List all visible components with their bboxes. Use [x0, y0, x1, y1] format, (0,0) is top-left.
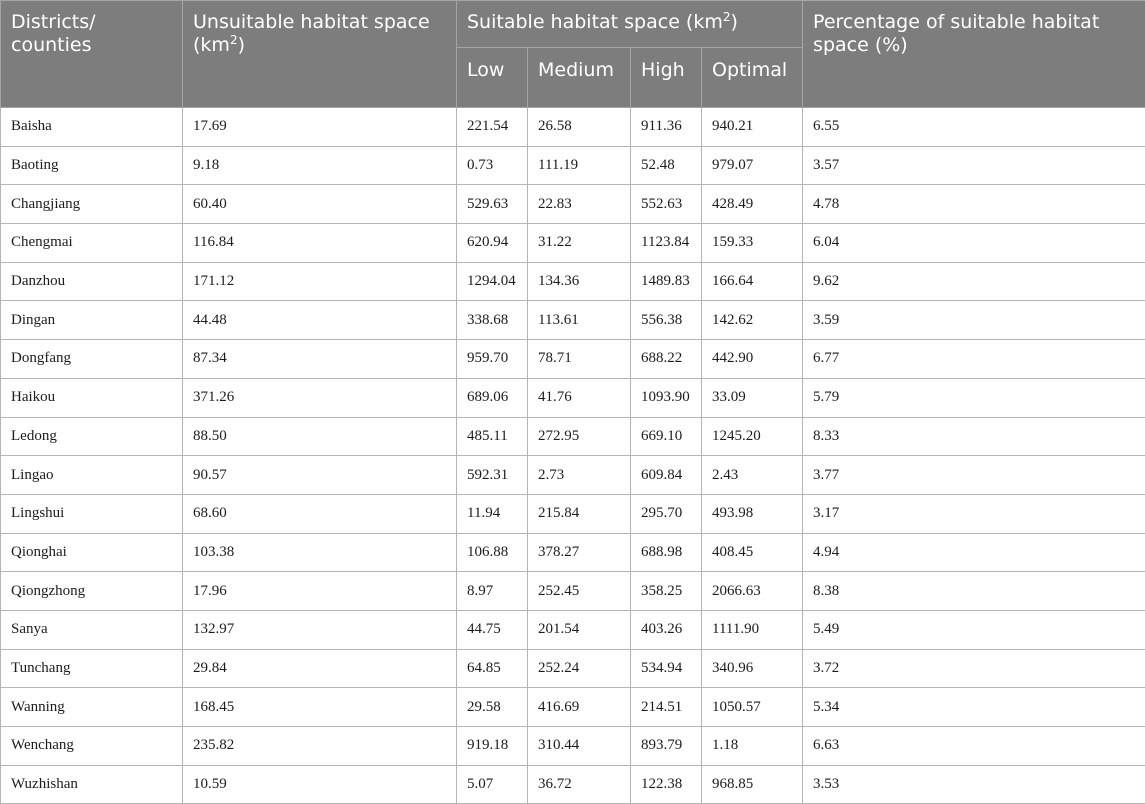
- cell-low: 620.94: [457, 224, 528, 263]
- cell-district: Chengmai: [1, 224, 183, 263]
- cell-medium: 310.44: [528, 727, 631, 766]
- cell-optimal: 340.96: [702, 649, 803, 688]
- cell-district: Wenchang: [1, 727, 183, 766]
- cell-percentage: 6.55: [803, 108, 1145, 147]
- cell-low: 338.68: [457, 301, 528, 340]
- cell-optimal: 2.43: [702, 456, 803, 495]
- cell-optimal: 159.33: [702, 224, 803, 263]
- cell-district: Qiongzhong: [1, 572, 183, 611]
- cell-high: 893.79: [631, 727, 702, 766]
- cell-unsuitable: 60.40: [183, 185, 457, 224]
- table-row: [1, 688, 1145, 727]
- cell-medium: 378.27: [528, 533, 631, 572]
- cell-medium: 272.95: [528, 417, 631, 456]
- cell-medium: 134.36: [528, 262, 631, 301]
- cell-district: Changjiang: [1, 185, 183, 224]
- header-optimal: Optimal: [702, 48, 803, 108]
- cell-high: 609.84: [631, 456, 702, 495]
- cell-medium: 252.45: [528, 572, 631, 611]
- cell-unsuitable: 116.84: [183, 224, 457, 263]
- cell-high: 214.51: [631, 688, 702, 727]
- cell-medium: 78.71: [528, 340, 631, 379]
- cell-medium: 26.58: [528, 108, 631, 147]
- cell-high: 358.25: [631, 572, 702, 611]
- cell-percentage: 6.63: [803, 727, 1145, 766]
- cell-district: Sanya: [1, 610, 183, 649]
- cell-percentage: 6.04: [803, 224, 1145, 263]
- cell-low: 592.31: [457, 456, 528, 495]
- cell-low: 221.54: [457, 108, 528, 147]
- cell-district: Danzhou: [1, 262, 183, 301]
- cell-district: Lingao: [1, 456, 183, 495]
- cell-unsuitable: 103.38: [183, 533, 457, 572]
- cell-unsuitable: 9.18: [183, 146, 457, 185]
- cell-unsuitable: 168.45: [183, 688, 457, 727]
- cell-high: 52.48: [631, 146, 702, 185]
- table-row: [1, 301, 1145, 340]
- cell-district: Ledong: [1, 417, 183, 456]
- cell-medium: 22.83: [528, 185, 631, 224]
- cell-low: 106.88: [457, 533, 528, 572]
- cell-unsuitable: 17.69: [183, 108, 457, 147]
- cell-low: 485.11: [457, 417, 528, 456]
- cell-medium: 41.76: [528, 378, 631, 417]
- cell-optimal: 940.21: [702, 108, 803, 147]
- cell-optimal: 968.85: [702, 765, 803, 804]
- table-row: [1, 533, 1145, 572]
- cell-optimal: 1111.90: [702, 610, 803, 649]
- cell-low: 64.85: [457, 649, 528, 688]
- cell-high: 534.94: [631, 649, 702, 688]
- cell-optimal: 408.45: [702, 533, 803, 572]
- table-row: [1, 572, 1145, 611]
- table-row: [1, 765, 1145, 804]
- header-high: High: [631, 48, 702, 108]
- cell-unsuitable: 87.34: [183, 340, 457, 379]
- cell-unsuitable: 371.26: [183, 378, 457, 417]
- cell-district: Dongfang: [1, 340, 183, 379]
- cell-optimal: 1050.57: [702, 688, 803, 727]
- cell-percentage: 5.49: [803, 610, 1145, 649]
- cell-unsuitable: 132.97: [183, 610, 457, 649]
- table-row: [1, 340, 1145, 379]
- cell-optimal: 1245.20: [702, 417, 803, 456]
- table-row: [1, 262, 1145, 301]
- table-row: [1, 649, 1145, 688]
- cell-high: 1093.90: [631, 378, 702, 417]
- table-row: [1, 456, 1145, 495]
- cell-low: 8.97: [457, 572, 528, 611]
- header-suitable-group: Suitable habitat space $(km^2)$: [457, 1, 803, 48]
- cell-high: 122.38: [631, 765, 702, 804]
- table-body: [1, 108, 1145, 804]
- cell-medium: 252.24: [528, 649, 631, 688]
- cell-low: 0.73: [457, 146, 528, 185]
- cell-low: 29.58: [457, 688, 528, 727]
- cell-percentage: 6.77: [803, 340, 1145, 379]
- cell-medium: 113.61: [528, 301, 631, 340]
- table-row: [1, 146, 1145, 185]
- header-district: Districts/ counties: [1, 1, 183, 108]
- cell-district: Tunchang: [1, 649, 183, 688]
- cell-low: 5.07: [457, 765, 528, 804]
- cell-district: Wuzhishan: [1, 765, 183, 804]
- cell-percentage: 4.94: [803, 533, 1145, 572]
- cell-unsuitable: 171.12: [183, 262, 457, 301]
- cell-district: Baisha: [1, 108, 183, 147]
- header-low: Low: [457, 48, 528, 108]
- cell-low: 959.70: [457, 340, 528, 379]
- cell-percentage: 9.62: [803, 262, 1145, 301]
- cell-low: 44.75: [457, 610, 528, 649]
- cell-district: Dingan: [1, 301, 183, 340]
- cell-optimal: 979.07: [702, 146, 803, 185]
- cell-optimal: 142.62: [702, 301, 803, 340]
- cell-low: 919.18: [457, 727, 528, 766]
- table-row: [1, 727, 1145, 766]
- cell-district: Haikou: [1, 378, 183, 417]
- cell-high: 295.70: [631, 494, 702, 533]
- cell-high: 1123.84: [631, 224, 702, 263]
- cell-medium: 2.73: [528, 456, 631, 495]
- cell-medium: 36.72: [528, 765, 631, 804]
- cell-high: 403.26: [631, 610, 702, 649]
- cell-high: 552.63: [631, 185, 702, 224]
- cell-medium: 201.54: [528, 610, 631, 649]
- cell-optimal: 493.98: [702, 494, 803, 533]
- cell-district: Lingshui: [1, 494, 183, 533]
- cell-unsuitable: 10.59: [183, 765, 457, 804]
- cell-unsuitable: 235.82: [183, 727, 457, 766]
- cell-optimal: 428.49: [702, 185, 803, 224]
- cell-percentage: 3.57: [803, 146, 1145, 185]
- cell-unsuitable: 17.96: [183, 572, 457, 611]
- header-row-1: [1, 1, 1145, 48]
- table-row: [1, 108, 1145, 147]
- cell-high: 556.38: [631, 301, 702, 340]
- cell-unsuitable: 29.84: [183, 649, 457, 688]
- table-header: [1, 1, 1145, 108]
- table-row: [1, 417, 1145, 456]
- cell-unsuitable: 68.60: [183, 494, 457, 533]
- cell-percentage: 8.38: [803, 572, 1145, 611]
- cell-high: 669.10: [631, 417, 702, 456]
- table-row: [1, 378, 1145, 417]
- cell-district: Wanning: [1, 688, 183, 727]
- cell-percentage: 3.72: [803, 649, 1145, 688]
- cell-district: Qionghai: [1, 533, 183, 572]
- cell-unsuitable: 90.57: [183, 456, 457, 495]
- cell-percentage: 3.59: [803, 301, 1145, 340]
- header-medium: Medium: [528, 48, 631, 108]
- cell-high: 911.36: [631, 108, 702, 147]
- cell-medium: 215.84: [528, 494, 631, 533]
- header-percentage: Percentage of suitable habitat space (%): [803, 1, 1145, 108]
- cell-percentage: 3.17: [803, 494, 1145, 533]
- cell-high: 688.98: [631, 533, 702, 572]
- cell-percentage: 8.33: [803, 417, 1145, 456]
- cell-low: 11.94: [457, 494, 528, 533]
- cell-percentage: 4.78: [803, 185, 1145, 224]
- cell-high: 1489.83: [631, 262, 702, 301]
- cell-optimal: 166.64: [702, 262, 803, 301]
- cell-percentage: 3.53: [803, 765, 1145, 804]
- table-row: [1, 185, 1145, 224]
- cell-percentage: 5.34: [803, 688, 1145, 727]
- cell-low: 529.63: [457, 185, 528, 224]
- cell-medium: 111.19: [528, 146, 631, 185]
- header-unsuitable: Unsuitable habitat space $(km^2)$: [183, 1, 457, 108]
- cell-percentage: 3.77: [803, 456, 1145, 495]
- cell-low: 689.06: [457, 378, 528, 417]
- cell-medium: 31.22: [528, 224, 631, 263]
- table-row: [1, 224, 1145, 263]
- cell-district: Baoting: [1, 146, 183, 185]
- cell-optimal: 33.09: [702, 378, 803, 417]
- cell-unsuitable: 88.50: [183, 417, 457, 456]
- table-row: [1, 494, 1145, 533]
- table-row: [1, 610, 1145, 649]
- cell-unsuitable: 44.48: [183, 301, 457, 340]
- cell-high: 688.22: [631, 340, 702, 379]
- cell-percentage: 5.79: [803, 378, 1145, 417]
- cell-low: 1294.04: [457, 262, 528, 301]
- cell-optimal: 2066.63: [702, 572, 803, 611]
- cell-optimal: 442.90: [702, 340, 803, 379]
- cell-medium: 416.69: [528, 688, 631, 727]
- cell-optimal: 1.18: [702, 727, 803, 766]
